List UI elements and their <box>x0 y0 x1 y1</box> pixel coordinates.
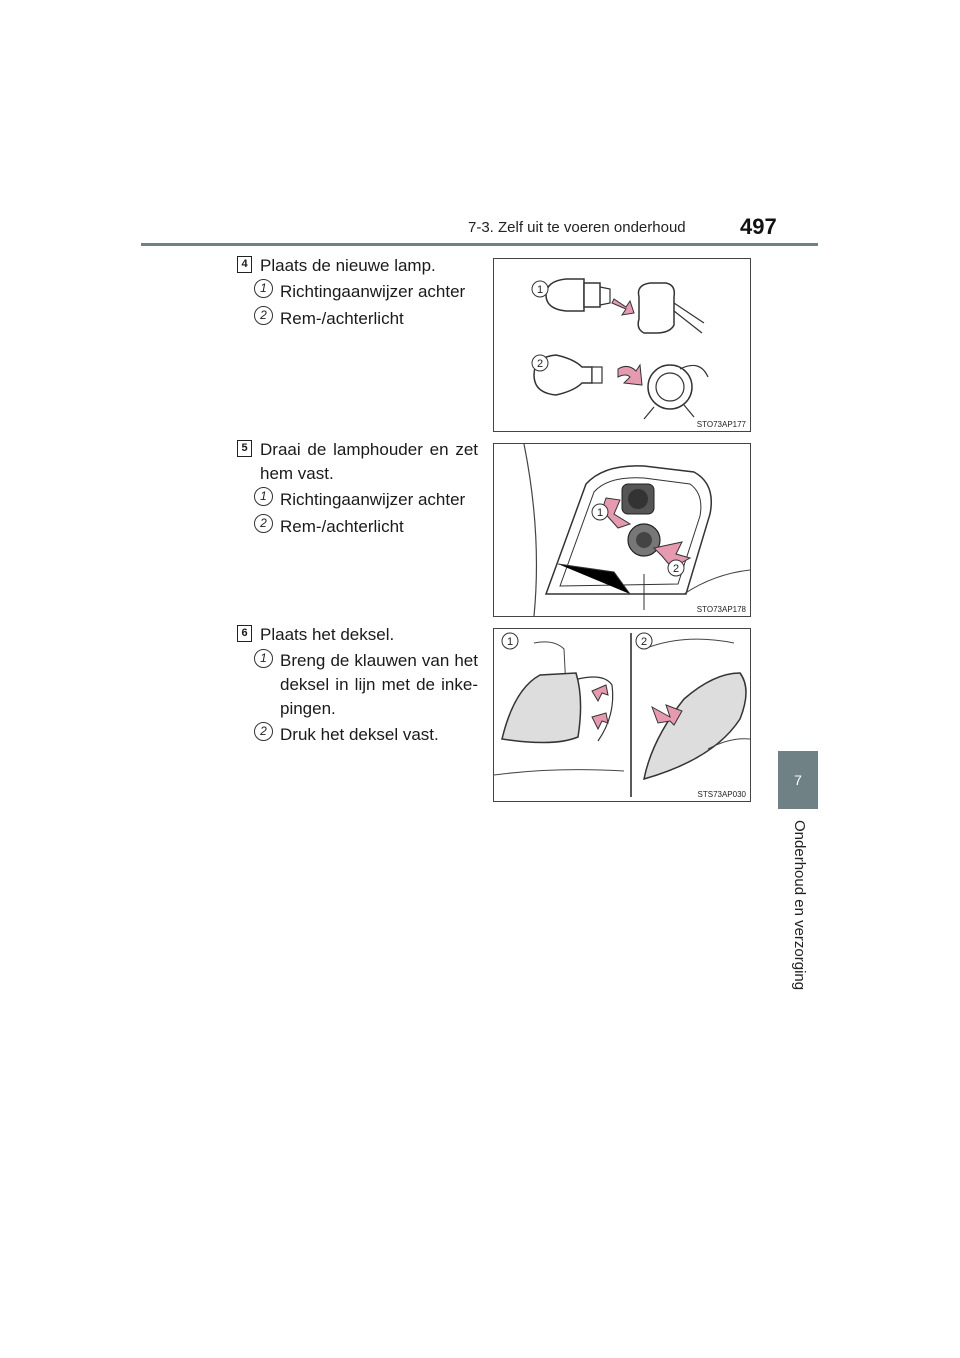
fig-2-callout-1: 1 <box>596 507 604 519</box>
step-6-item-1-line2: deksel in lijn met de inke- <box>280 675 478 694</box>
step-6-item-2-marker: 2 <box>254 722 273 741</box>
step-4-item-2-text: Rem-/achterlicht <box>280 309 404 328</box>
figure-cover-install <box>493 628 751 802</box>
step-5-text-line2: hem vast. <box>260 464 334 483</box>
fig-3-code: STS73AP030 <box>697 790 746 799</box>
fig-1-code: STO73AP177 <box>696 420 746 429</box>
lamp-holder-illustration <box>494 444 750 616</box>
chapter-tab[interactable]: 7 <box>778 751 818 809</box>
fig-2-callout-2: 2 <box>672 563 680 575</box>
step-number-5: 5 <box>237 440 252 457</box>
step-6-text: Plaats het deksel. <box>260 625 395 644</box>
fig-1-callout-2: 2 <box>536 358 544 370</box>
step-5-text-line1: Draai de lamphouder en zet <box>260 440 478 459</box>
step-5-item-1-text: Richtingaanwijzer achter <box>280 490 466 509</box>
step-6-item-1-line3: pingen. <box>280 699 336 718</box>
step-5-item-2-text: Rem-/achterlicht <box>280 517 404 536</box>
step-number-6: 6 <box>237 625 252 642</box>
section-title: 7-3. Zelf uit te voeren onderhoud <box>468 219 686 236</box>
chapter-title: Onderhoud en verzorging <box>791 820 808 991</box>
page-number: 497 <box>740 214 777 239</box>
chapter-side-label <box>765 820 835 1020</box>
step-4-item-2-marker: 2 <box>254 306 273 325</box>
step-6-item-1-marker: 1 <box>254 649 273 668</box>
step-6-item-1-line1: Breng de klauwen van het <box>280 651 478 670</box>
header-rule <box>141 243 818 246</box>
fig-3-callout-1: 1 <box>506 636 514 648</box>
fig-3-callout-2: 2 <box>640 636 648 648</box>
step-4-item-1-text: Richtingaanwijzer achter <box>280 282 466 301</box>
step-number-4: 4 <box>237 256 252 273</box>
figure-lamp-holder <box>493 443 751 617</box>
step-4-item-1-marker: 1 <box>254 279 273 298</box>
fig-1-callout-1: 1 <box>536 284 544 296</box>
step-6-item-2-text: Druk het deksel vast. <box>280 725 439 744</box>
step-5-item-1-marker: 1 <box>254 487 273 506</box>
figure-bulb-install <box>493 258 751 432</box>
step-4-text: Plaats de nieuwe lamp. <box>260 256 436 275</box>
fig-2-code: STO73AP178 <box>696 605 746 614</box>
bulb-install-illustration <box>494 259 750 431</box>
cover-install-illustration <box>494 629 750 801</box>
step-5-item-2-marker: 2 <box>254 514 273 533</box>
